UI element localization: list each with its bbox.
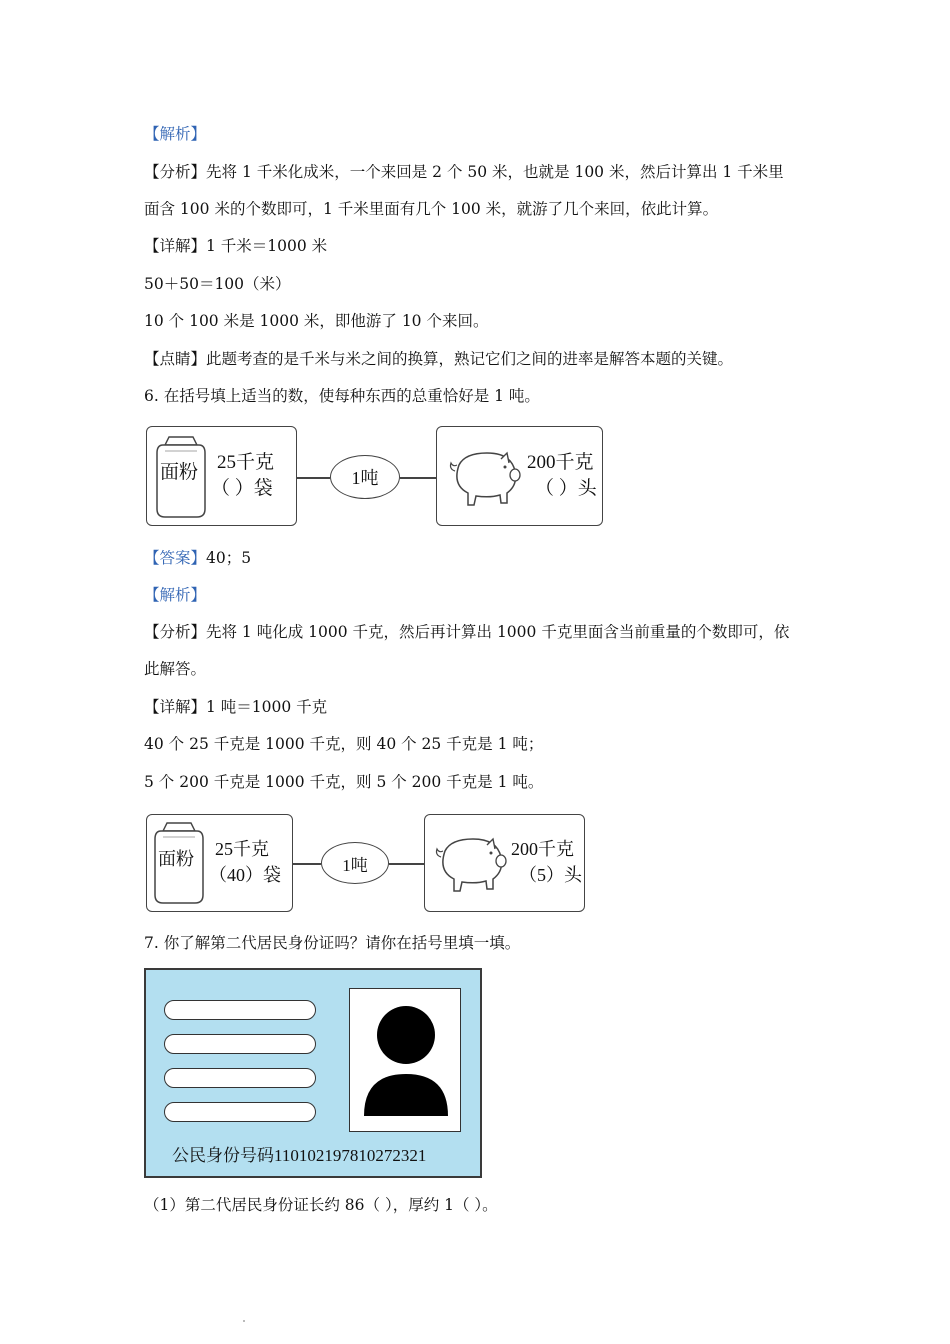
analysis-tag: 【分析】	[144, 163, 207, 181]
one-ton-oval: 1吨	[321, 842, 389, 884]
step-line-1: 50＋50＝100（米）	[144, 275, 291, 293]
q6-step-line-2: 5 个 200 千克是 1000 千克，则 5 个 200 千克是 1 吨。	[144, 773, 544, 791]
q6-answer-figure	[146, 814, 586, 914]
pig-box-answer	[424, 814, 585, 912]
id-card-field-3	[164, 1068, 316, 1088]
id-card-field-1	[164, 1000, 316, 1020]
pig-weight: 200千克	[511, 839, 574, 859]
id-card-figure	[144, 968, 482, 1178]
id-card-field-2	[164, 1034, 316, 1054]
connector-left	[293, 863, 321, 865]
key-point-line: 【点睛】此题考查的是千米与米之间的换算，熟记它们之间的进率是解答本题的关键。	[144, 350, 734, 368]
q6-question: 6. 在括号填上适当的数，使每种东西的总重恰好是 1 吨。	[144, 387, 540, 405]
id-card-photo	[349, 988, 461, 1132]
q6-step-line-1: 40 个 25 千克是 1000 千克，则 40 个 25 千克是 1 吨；	[144, 735, 544, 753]
q6-jiexi-label: 【解析】	[144, 586, 207, 604]
q6-figure	[146, 426, 606, 528]
flour-box-answer	[146, 814, 293, 912]
flour-blank: （ ）袋	[211, 478, 273, 499]
q6-analysis-line-1: 【分析】先将 1 吨化成 1000 千克，然后再计算出 1000 千克里面含当前重量的个数即可，依	[144, 623, 790, 641]
step-line-2: 10 个 100 米是 1000 米，即他游了 10 个来回。	[144, 312, 489, 330]
connector-right	[400, 477, 436, 479]
id-number-line: 公民身份号码110102197810272321	[172, 1146, 427, 1165]
page-dot	[243, 1320, 245, 1322]
flour-weight: 25千克	[215, 839, 269, 859]
answer-value: 40；5	[206, 549, 252, 567]
analysis-line-2: 面含 100 米的个数即可，1 千米里面有几个 100 米，就游了几个来回，依此计算。	[144, 200, 719, 218]
pig-icon	[429, 831, 509, 895]
pig-icon	[443, 445, 523, 509]
flour-bag-label: 面粉	[160, 462, 199, 483]
one-ton-oval: 1吨	[330, 455, 400, 499]
q6-analysis-line-2: 此解答。	[144, 660, 207, 678]
analysis-line-1	[144, 162, 784, 182]
connector-left	[297, 477, 330, 479]
answer-tag: 【答案】	[144, 549, 207, 567]
connector-right	[389, 863, 424, 865]
q6-answer	[144, 548, 251, 568]
pig-answer: （5）头	[519, 865, 582, 885]
flour-weight: 25千克	[217, 452, 275, 473]
analysis-text: 先将 1 千米化成米，一个来回是 2 个 50 米，也就是 100 米，然后计算出 1 千米里	[206, 163, 784, 181]
q7-sub1: （1）第二代居民身份证长约 86（ ），厚约 1（ ）。	[144, 1196, 498, 1214]
q7-question: 7. 你了解第二代居民身份证吗？请你在括号里填一填。	[144, 934, 521, 952]
pig-box	[436, 426, 603, 526]
jiexi-label: 【解析】	[144, 125, 207, 143]
q6-detail-line: 【详解】1 吨＝1000 千克	[144, 698, 328, 716]
id-card-field-4	[164, 1102, 316, 1122]
flour-answer: （40）袋	[209, 865, 281, 885]
pig-weight: 200千克	[527, 452, 594, 473]
pig-blank: （ ）头	[535, 478, 597, 499]
detail-line: 【详解】1 千米＝1000 米	[144, 237, 328, 255]
flour-bag-label: 面粉	[158, 849, 194, 869]
flour-box	[146, 426, 297, 526]
person-silhouette-icon	[350, 989, 459, 1130]
